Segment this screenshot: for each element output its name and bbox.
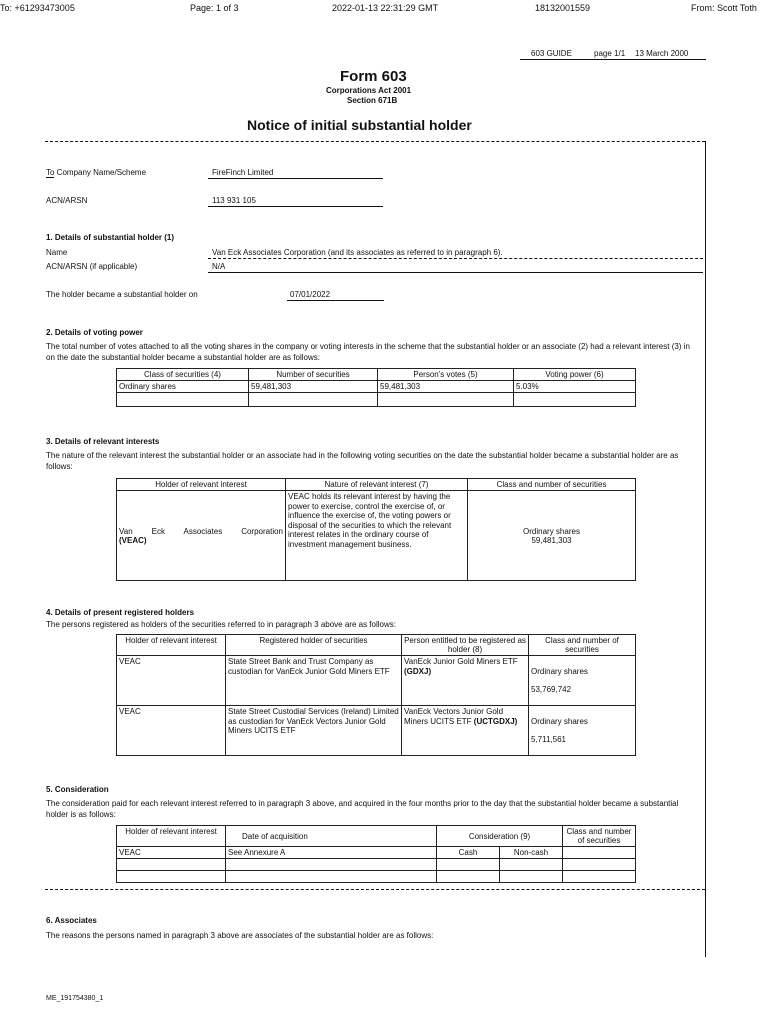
rh-entitled-1: VanEck Junior Gold Miners ETF — [404, 657, 518, 666]
rh-entitled-code-1: (GDXJ) — [404, 666, 432, 676]
section4-text: The persons registered as holders of the securities referred to in paragraph 3 above are as follows: — [46, 620, 396, 629]
guide-label: 603 GUIDE — [531, 49, 572, 58]
voting-power: 5.03% — [514, 381, 636, 393]
became-holder-date: 07/01/2022 — [290, 290, 331, 299]
voting-class: Ordinary shares — [117, 381, 249, 393]
rh-entitled-cell-2 — [402, 706, 529, 756]
rh-class-2: Ordinary shares — [531, 716, 588, 726]
ri-holder-cell — [117, 491, 286, 581]
section1-heading: 1. Details of substantial holder (1) — [46, 233, 175, 242]
holder-name-label: Name — [46, 248, 68, 257]
rh-class-cell-2 — [529, 706, 636, 756]
ri-holder-abbr: (VEAC) — [119, 535, 147, 545]
rh-holder-2: VEAC — [117, 706, 226, 756]
rh-registered-2: State Street Custodial Services (Ireland) Limited as custodian for VanEck Vectors Junior Gold Miners UCITS ETF — [226, 706, 402, 756]
ri-number: 59,481,303 — [531, 535, 572, 545]
section5-heading: 5. Consideration — [46, 785, 109, 794]
cons-header-consideration: Consideration (9) — [437, 826, 563, 847]
company-acn-value: 113 931 105 — [212, 196, 256, 205]
voting-header-class: Class of securities (4) — [117, 369, 249, 381]
section2-text: The total number of votes attached to all the voting shares in the company or voting interests in the scheme that the substantial holder or an associate (2) had a relevant interest (3) in on the date the substantial holder became a substantial holder are as follows: — [46, 342, 690, 362]
became-holder-label: The holder became a substantial holder on — [46, 290, 198, 299]
voting-header-number: Number of securities — [249, 369, 378, 381]
rh-entitled-cell-1 — [402, 656, 529, 706]
rh-registered-1: State Street Bank and Trust Company as custodian for VanEck Junior Gold Miners ETF — [226, 656, 402, 706]
form-heading: Notice of initial substantial holder — [247, 117, 472, 133]
ri-nature: VEAC holds its relevant interest by having the power to exercise, control the exercise of, or influence the exercise of, the voting powers or disposal of the securities to which the relevant interest relates in the ordinary course of investment management business. — [286, 491, 468, 581]
ri-header-nature: Nature of relevant interest (7) — [286, 479, 468, 491]
guide-rule — [520, 59, 706, 60]
right-border — [705, 141, 706, 957]
section5-text: The consideration paid for each relevant interest referred to in paragraph 3 above, and acquired in the four months prior to the day that the substantial holder became a substantial holder is as follows: — [46, 799, 679, 819]
ri-class-cell — [468, 491, 636, 581]
relevant-interests-table — [116, 478, 636, 581]
form-section: Section 671B — [347, 96, 398, 105]
fax-phone: 18132001559 — [535, 3, 591, 13]
fax-datetime: 2022-01-13 22:31:29 GMT — [332, 3, 439, 13]
guide-date: 13 March 2000 — [635, 49, 689, 58]
table-row — [117, 656, 636, 706]
section3-text: The nature of the relevant interest the substantial holder or an associate had in the following voting securities on the date the substantial holder became a substantial holder are as follows: — [46, 451, 679, 471]
company-name-label: Company Name/Scheme — [54, 168, 147, 177]
fax-page: Page: 1 of 3 — [190, 3, 239, 13]
cons-date: See Annexure A — [226, 847, 437, 859]
to-company-label — [46, 168, 146, 177]
company-name-value: FireFinch Limited — [212, 168, 274, 177]
section3-heading: 3. Details of relevant interests — [46, 437, 160, 446]
cons-header-date: Date of acquisition — [226, 826, 437, 847]
rh-header-entitled: Person entitled to be registered as holder (8) — [402, 635, 529, 656]
fax-from: From: Scott Toth — [691, 3, 757, 13]
voting-header-votes: Person's votes (5) — [378, 369, 514, 381]
rh-holder-1: VEAC — [117, 656, 226, 706]
section6-heading: 6. Associates — [46, 916, 97, 925]
voting-number: 59,481,303 — [249, 381, 378, 393]
to-label: To — [46, 168, 55, 177]
section4-heading: 4. Details of present registered holders — [46, 608, 195, 617]
rh-class-1: Ordinary shares — [531, 666, 588, 676]
voting-votes: 59,481,303 — [378, 381, 514, 393]
holder-acn-value: N/A — [212, 262, 226, 271]
form-title: Form 603 — [340, 68, 407, 85]
top-dashed-rule — [45, 141, 705, 142]
consideration-table — [116, 825, 636, 883]
rh-class-cell-1 — [529, 656, 636, 706]
cons-header-holder: Holder of relevant interest — [117, 826, 226, 847]
ri-header-class: Class and number of securities — [468, 479, 636, 491]
rh-number-2: 5,711,561 — [531, 734, 566, 744]
rh-number-1: 53,769,742 — [531, 684, 572, 694]
rh-header-registered: Registered holder of securities — [226, 635, 402, 656]
table-row — [117, 706, 636, 756]
section6-text: The reasons the persons named in paragraph 3 above are associates of the substantial holder are as follows: — [46, 931, 434, 940]
fax-to: To: +61293473005 — [0, 3, 75, 13]
rh-header-class: Class and number of securities — [529, 635, 636, 656]
cons-noncash: Non-cash — [500, 847, 563, 859]
cons-holder: VEAC — [117, 847, 226, 859]
bottom-dashed-rule — [45, 889, 705, 890]
company-acn-label: ACN/ARSN — [46, 196, 88, 205]
holder-acn-label: ACN/ARSN (if applicable) — [46, 262, 138, 271]
section2-heading: 2. Details of voting power — [46, 328, 143, 337]
rh-entitled-2: VanEck Vectors Junior Gold Miners UCITS ETF — [404, 707, 504, 726]
cons-cash: Cash — [437, 847, 500, 859]
rh-entitled-code-2: (UCTGDXJ) — [473, 716, 518, 726]
holder-name-value: Van Eck Associates Corporation (and its associates as referred to in paragraph 6). — [212, 248, 503, 257]
form-act: Corporations Act 2001 — [326, 86, 412, 95]
ri-header-holder: Holder of relevant interest — [117, 479, 286, 491]
document-id: ME_191754380_1 — [46, 995, 104, 1002]
voting-header-power: Voting power (6) — [514, 369, 636, 381]
registered-holders-table — [116, 634, 636, 756]
ri-holder: Van Eck Associates Corporation — [119, 526, 283, 536]
guide-page: page 1/1 — [594, 49, 626, 58]
rh-header-holder: Holder of relevant interest — [117, 635, 226, 656]
cons-header-class: Class and number of securities — [563, 826, 636, 847]
voting-power-table — [116, 368, 636, 407]
ri-class: Ordinary shares — [523, 526, 580, 536]
